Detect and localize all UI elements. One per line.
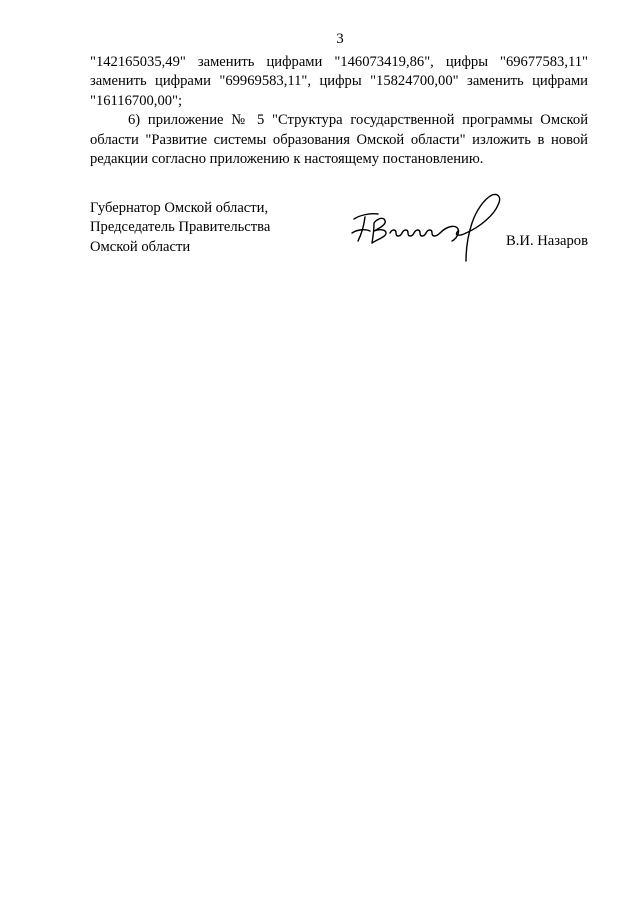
page-number: 3	[336, 31, 344, 47]
paragraph-item-6	[90, 111, 588, 169]
handwritten-signature-icon	[348, 189, 508, 265]
text-line: "142165035,49" заменить цифрами "146073419,86", цифры "69677583,11"	[90, 54, 588, 70]
signer-title-line: Председатель Правительства	[90, 219, 271, 236]
text-line: редакции согласно приложению к настоящему постановлению.	[90, 151, 484, 168]
signature-block	[90, 199, 588, 279]
signer-title	[90, 199, 270, 257]
signer-title-line: Омской области	[90, 238, 191, 255]
paragraph-continuation	[90, 53, 588, 111]
text-line: заменить цифрами "69969583,11", цифры "15824700,00" заменить цифрами	[90, 73, 588, 90]
text-line: "16116700,00";	[90, 92, 183, 109]
text-line: 6) приложение № 5 "Структура государственной программы Омской	[128, 112, 588, 129]
signer-name: В.И. Назаров	[506, 233, 588, 249]
text-line: области "Развитие системы образования Омской области" изложить в новой	[90, 131, 588, 148]
document-body	[90, 53, 588, 169]
signer-title-line: Губернатор Омской области,	[90, 200, 269, 216]
